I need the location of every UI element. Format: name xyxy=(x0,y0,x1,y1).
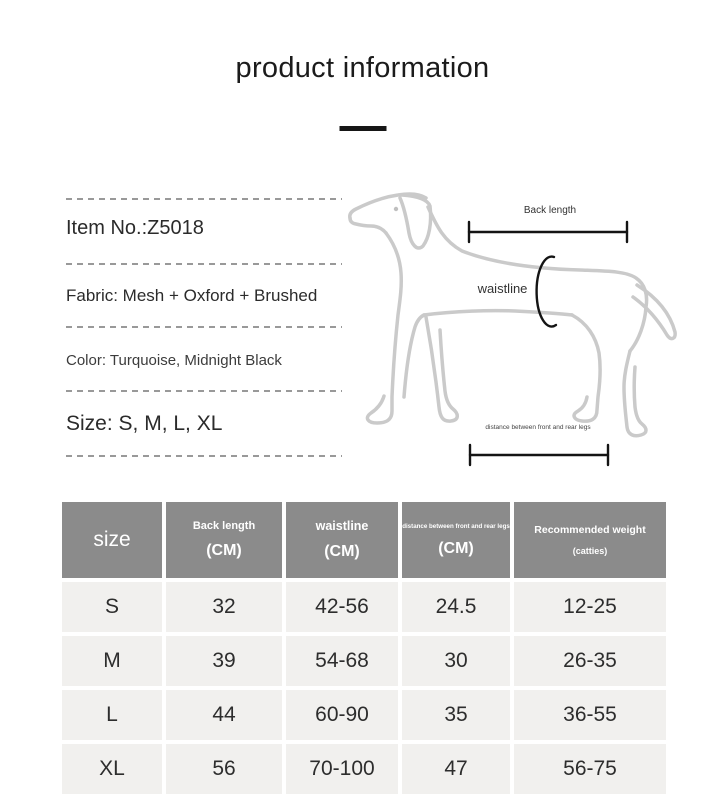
size-table xyxy=(62,502,666,794)
header-back-length-unit: (CM) xyxy=(206,542,242,559)
row-l-waistline: 60-90 xyxy=(286,690,398,740)
row-s-distance: 24.5 xyxy=(402,582,510,632)
item-number-text: Item No.:Z5018 xyxy=(66,217,204,239)
dog-measurement-diagram xyxy=(340,185,700,480)
color-text: Color: Turquoise, Midnight Black xyxy=(66,352,282,369)
header-distance xyxy=(402,502,510,578)
divider xyxy=(66,263,342,265)
divider xyxy=(66,198,342,200)
page-title: product information xyxy=(235,52,490,84)
header-back-length xyxy=(166,502,282,578)
row-m-size: M xyxy=(62,636,162,686)
row-m-weight: 26-35 xyxy=(514,636,666,686)
distance-between-legs-label: distance between front and rear legs xyxy=(485,424,591,431)
fabric-text: Fabric: Mesh + Oxford + Brushed xyxy=(66,286,318,305)
row-l-back-length: 44 xyxy=(166,690,282,740)
row-s-back-length: 32 xyxy=(166,582,282,632)
header-waistline-title: waistline xyxy=(315,519,369,533)
header-recommended-weight-title: Recommended weight xyxy=(534,524,646,536)
divider xyxy=(66,390,342,392)
row-m-distance: 30 xyxy=(402,636,510,686)
row-xl-waistline: 70-100 xyxy=(286,744,398,794)
waistline-label: waistline xyxy=(477,281,528,296)
row-s-size: S xyxy=(62,582,162,632)
row-xl-size: XL xyxy=(62,744,162,794)
title-underline xyxy=(339,126,386,131)
header-waistline-unit: (CM) xyxy=(324,543,360,560)
row-m-back-length: 39 xyxy=(166,636,282,686)
header-size-title: size xyxy=(93,528,131,551)
back-length-label: Back length xyxy=(523,205,577,216)
row-l-distance: 35 xyxy=(402,690,510,740)
header-distance-unit: (CM) xyxy=(438,539,474,557)
row-s-weight: 12-25 xyxy=(514,582,666,632)
header-recommended-weight xyxy=(514,502,666,578)
divider xyxy=(66,455,342,457)
size-text: Size: S, M, L, XL xyxy=(66,412,223,435)
row-m-waistline: 54-68 xyxy=(286,636,398,686)
header-recommended-weight-unit: (catties) xyxy=(572,546,608,556)
row-xl-back-length: 56 xyxy=(166,744,282,794)
header-distance-title: distance between front and rear legs xyxy=(402,522,510,530)
header-waistline xyxy=(286,502,398,578)
row-l-weight: 36-55 xyxy=(514,690,666,740)
row-xl-weight: 56-75 xyxy=(514,744,666,794)
header-size xyxy=(62,502,162,578)
divider xyxy=(66,326,342,328)
row-xl-distance: 47 xyxy=(402,744,510,794)
row-s-waistline: 42-56 xyxy=(286,582,398,632)
row-l-size: L xyxy=(62,690,162,740)
header-back-length-title: Back length xyxy=(192,520,256,532)
dog-eye-dot xyxy=(394,207,398,211)
